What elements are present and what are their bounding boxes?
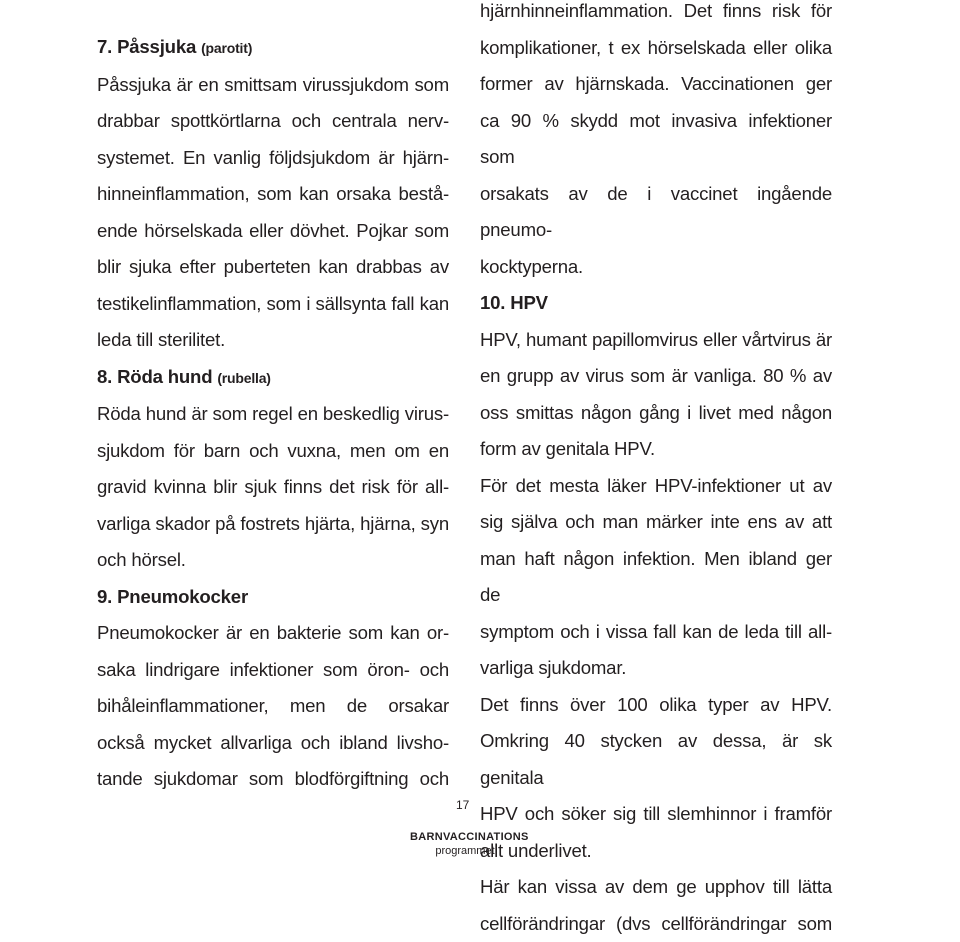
paragraph-line: varliga skador på fostrets hjärta, hjärna, syn bbox=[97, 506, 449, 543]
paragraph-line: Omkring 40 stycken av dessa, är sk genitala bbox=[480, 723, 832, 796]
heading-parotit bbox=[97, 29, 449, 67]
paragraph-line: och hörsel. bbox=[97, 542, 449, 579]
heading-title: Röda hund bbox=[117, 366, 212, 387]
paragraph-line: Påssjuka är en smittsam virussjukdom som bbox=[97, 67, 449, 104]
paragraph-line: oss smittas någon gång i livet med någon bbox=[480, 395, 832, 432]
paragraph-line: cellförändringar (dvs cellförändringar som bbox=[480, 906, 832, 942]
heading-hpv bbox=[480, 285, 832, 322]
paragraph-line: hjärnhinneinflammation. Det finns risk för bbox=[480, 0, 832, 30]
heading-title: Pneumokocker bbox=[117, 586, 248, 607]
paragraph-line: drabbar spottkörtlarna och centrala nerv- bbox=[97, 103, 449, 140]
brand-line2: programmet bbox=[410, 844, 520, 858]
paragraph-line: bihåleinflammationer, men de orsakar bbox=[97, 688, 449, 725]
paragraph-line: hinneinflammation, som kan orsaka bestå- bbox=[97, 176, 449, 213]
paragraph-line: former av hjärnskada. Vaccinationen ger bbox=[480, 66, 832, 103]
heading-title: Påssjuka bbox=[117, 36, 196, 57]
paragraph-line: allt underlivet. bbox=[480, 833, 832, 870]
page-number: 17 bbox=[456, 798, 469, 812]
paragraph-line: HPV och söker sig till slemhinnor i framför bbox=[480, 796, 832, 833]
heading-number: 9. bbox=[97, 586, 112, 607]
paragraph-line: varliga sjukdomar. bbox=[480, 650, 832, 687]
heading-number: 7. bbox=[97, 36, 112, 57]
paragraph-line: testikelinflammation, som i sällsynta fall kan bbox=[97, 286, 449, 323]
paragraph-line: symptom och i vissa fall kan de leda till all- bbox=[480, 614, 832, 651]
paragraph-line: För det mesta läker HPV-infektioner ut av bbox=[480, 468, 832, 505]
heading-title: HPV bbox=[510, 292, 548, 313]
paragraph-line: gravid kvinna blir sjuk finns det risk för all- bbox=[97, 469, 449, 506]
paragraph-line: orsakats av de i vaccinet ingående pneumo- bbox=[480, 176, 832, 249]
paragraph-line: ende hörselskada eller dövhet. Pojkar som bbox=[97, 213, 449, 250]
paragraph-line: också mycket allvarliga och ibland livsho- bbox=[97, 725, 449, 762]
paragraph-line: Pneumokocker är en bakterie som kan or- bbox=[97, 615, 449, 652]
paragraph-line: systemet. En vanlig följdsjukdom är hjärn- bbox=[97, 140, 449, 177]
paragraph-line: leda till sterilitet. bbox=[97, 322, 449, 359]
heading-subtitle: (rubella) bbox=[217, 370, 270, 386]
paragraph-line: tande sjukdomar som blodförgiftning och bbox=[97, 761, 449, 798]
brand-line1: BARNVACCINATIONS bbox=[410, 830, 520, 844]
paragraph-line: kocktyperna. bbox=[480, 249, 832, 286]
paragraph-line: komplikationer, t ex hörselskada eller olika bbox=[480, 30, 832, 67]
paragraph-line: Det finns över 100 olika typer av HPV. bbox=[480, 687, 832, 724]
paragraph-line: sig själva och man märker inte ens av att bbox=[480, 504, 832, 541]
paragraph-line: form av genitala HPV. bbox=[480, 431, 832, 468]
paragraph-line: HPV, humant papillomvirus eller vårtvirus är bbox=[480, 322, 832, 359]
heading-number: 10. bbox=[480, 292, 505, 313]
heading-number: 8. bbox=[97, 366, 112, 387]
paragraph-line: en grupp av virus som är vanliga. 80 % av bbox=[480, 358, 832, 395]
paragraph-line: Röda hund är som regel en beskedlig virus- bbox=[97, 396, 449, 433]
paragraph-line: saka lindrigare infektioner som öron- och bbox=[97, 652, 449, 689]
paragraph-line: man haft någon infektion. Men ibland ger de bbox=[480, 541, 832, 614]
heading-pneumokocker bbox=[97, 579, 449, 616]
paragraph-line: ca 90 % skydd mot invasiva infektioner som bbox=[480, 103, 832, 176]
heading-rubella bbox=[97, 359, 449, 397]
brand-logo bbox=[410, 830, 520, 858]
paragraph-line: sjukdom för barn och vuxna, men om en bbox=[97, 433, 449, 470]
heading-subtitle: (parotit) bbox=[201, 40, 252, 56]
paragraph-line: blir sjuka efter puberteten kan drabbas av bbox=[97, 249, 449, 286]
paragraph-line: Här kan vissa av dem ge upphov till lätta bbox=[480, 869, 832, 906]
